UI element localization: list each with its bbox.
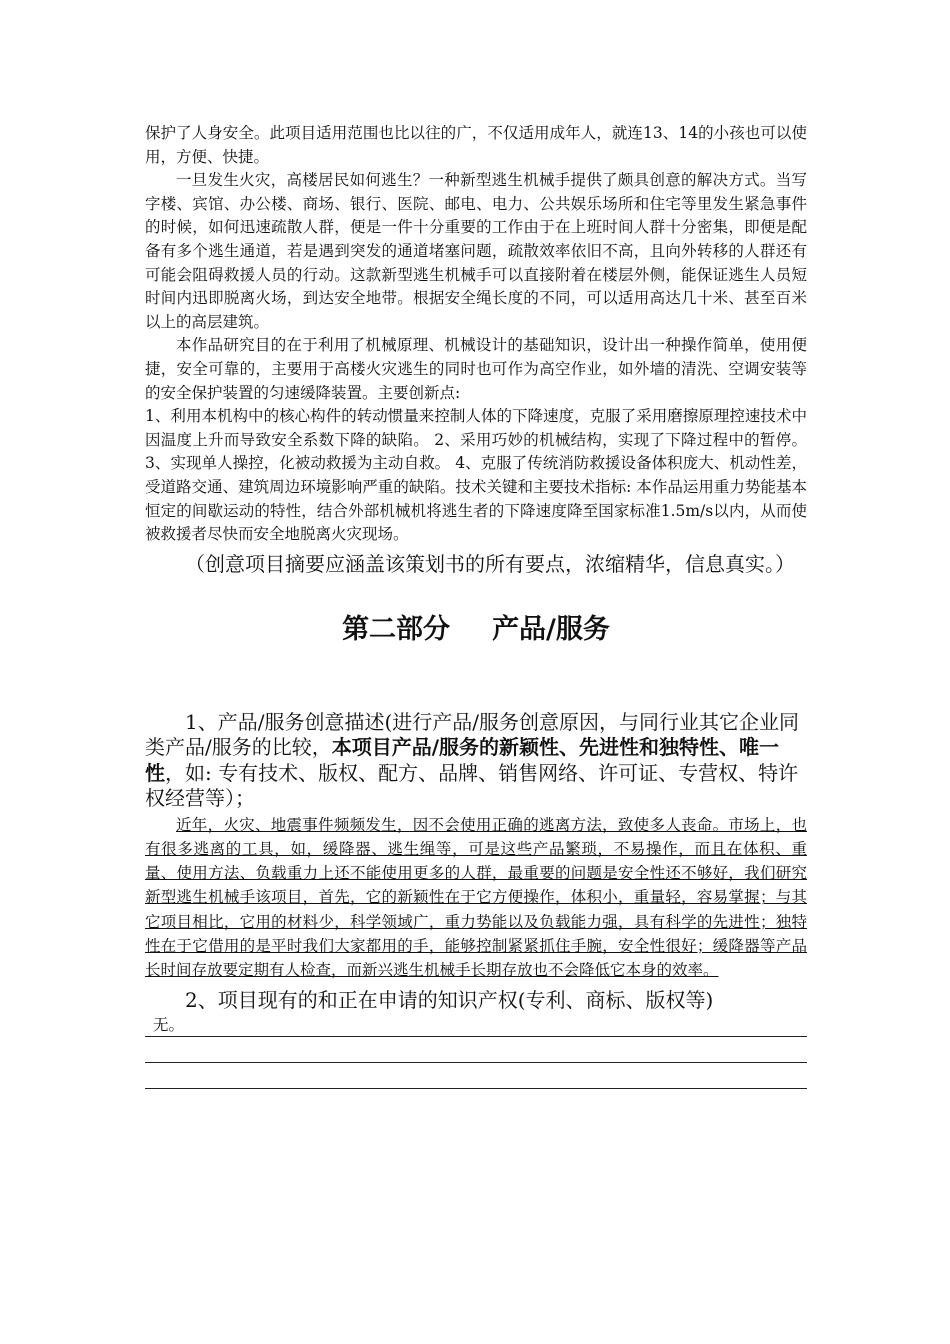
document-page [145, 122, 807, 1089]
paragraph-fire-escape: 一旦发生火灾，高楼居民如何逃生？一种新型逃生机械手提供了颇具创意的解决方式。当写字楼、宾馆、办公楼、商场、银行、医院、邮电、电力、公共娱乐场所和住宅等里发生紧急事件的时候，如何迅速疏散人群，便是一件十分重要的工作由于在上班时间人群十分密集，即便是配备有多个逃生通道，若是遇到突发的通道堵塞问题，疏散效率依旧不高，且向外转移的人群还有可能会阻碍救援人员的行动。这款新型逃生机械手可以直接附着在楼层外侧，能保证逃生人员短时间内迅即脱离火场，到达安全地带。根据安全绳长度的不同，可以适用高达几十米、甚至百米以上的高层建筑。 [145, 171, 807, 331]
blank-line-2 [145, 1088, 807, 1089]
question-1-text: 1、产品/服务创意描述(进行产品/服务创意原因，与同行业其它企业同类产品/服务的比较， [145, 709, 800, 760]
answer-2-line [145, 1014, 807, 1037]
paragraph-research-goal: 本作品研究目的在于利用了机械原理、机械设计的基础知识，设计出一种操作简单，使用便捷，安全可靠的，主要用于高楼火灾逃生的同时也可作为高空作业，如外墙的清洗、空调安装等的安全保护装置的匀速缓降装置。主要创新点: [145, 336, 807, 402]
blank-line-1 [145, 1062, 807, 1063]
summary-note: （创意项目摘要应涵盖该策划书的所有要点，浓缩精华，信息真实。） [185, 551, 795, 576]
question-1-bold: 本项目产品/服务的新颖性、先进性和独特性、唯一性 [145, 735, 780, 785]
question-1-text-end: ，如: 专有技术、版权、配方、品牌、销售网络、许可证、专营权、特许权经营等）； [145, 760, 799, 811]
answer-2: 无。 [153, 1015, 185, 1034]
paragraph-continuation: 保护了人身安全。此项目适用范围也比以往的广，不仅适用成年人，就连13、14的小孩也可以使用，方便、快捷。 [145, 124, 807, 166]
answer-1: 近年，火灾、地震事件频频发生，因不会使用正确的逃离方法，致使多人丧命。市场上，也有很多逃离的工具，如，缓降器、逃生绳等，可是这些产品繁琐，不易操作，而且在体积、重量、使用方法、负载重力上还不能使用更多的人群，最重要的问题是安全性还不够好，我们研究新型逃生机械手该项目，首先，它的新颖性在于它方便操作，体积小，重量轻，容易掌握；与其它项目相比，它用的材料少，科学领域广，重力势能以及负载能力强，具有科学的先进性；独特性在于它借用的是平时我们大家都用的手，能够控制紧紧抓住手腕，安全性很好；缓降器等产品长时间存放要定期有人检查，而新兴逃生机械手长期存放也不会降低它本身的效率。 [145, 815, 807, 979]
question-2: 2、项目现有的和正在申请的知识产权(专利、商标、版权等) [185, 988, 714, 1013]
section-heading-number: 第二部分 [342, 613, 451, 645]
section-heading [145, 606, 807, 654]
question-1 [145, 710, 807, 812]
section-heading-title: 产品/服务 [492, 613, 610, 645]
paragraph-innovations: 1、利用本机构中的核心构件的转动惯量来控制人体的下降速度，克服了采用磨擦原理控速技术中因温度上升而导致安全系数下降的缺陷。 2、采用巧妙的机械结构，实现了下降过程中的暂停。 3、实现单人操控，化被动救援为主动自救。 4、克服了传统消防救援设备体积庞大、机动性差，受道路交通、建筑周边环境影响严重的缺陷。技术关键和主要技术指标: 本作品运用重力势能基本恒定的间歇运动的特性，结合外部机械机将逃生者的下降速度降至国家标准1.5m/s以内，从而使被救援者尽快而安全地脱离火灾现场。 [145, 407, 807, 544]
